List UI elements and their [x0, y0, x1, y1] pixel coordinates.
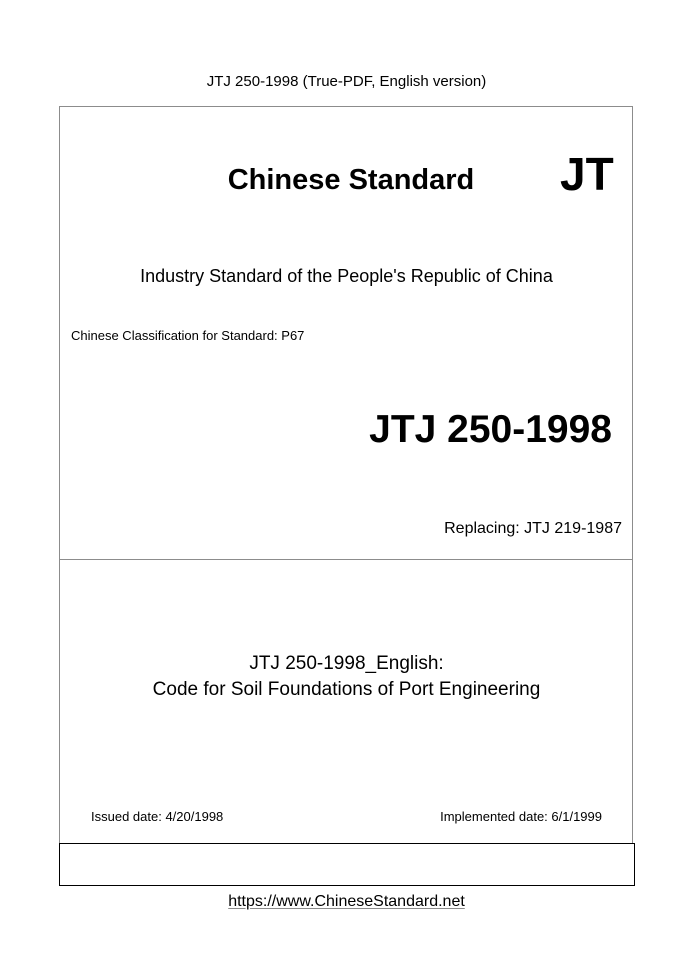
replacing-label: Replacing: JTJ 219-1987 [444, 520, 622, 537]
website-link[interactable]: https://www.ChineseStandard.net [228, 893, 465, 910]
subtitle: Industry Standard of the People's Republic of China [140, 266, 553, 286]
implemented-date: Implemented date: 6/1/1999 [440, 809, 602, 824]
classification-label: Chinese Classification for Standard: P67 [71, 328, 305, 343]
standard-number: JTJ 250-1998 [369, 408, 612, 451]
main-title: Chinese Standard [227, 164, 475, 196]
cover-frame-bottom [59, 843, 635, 886]
standard-mark: JT [560, 148, 614, 200]
footer [0, 892, 693, 912]
document-title-line2: Code for Soil Foundations of Port Engineering [152, 679, 541, 700]
cover-frame-middle [59, 560, 633, 844]
page-header: JTJ 250-1998 (True-PDF, English version) [206, 73, 487, 90]
issued-date: Issued date: 4/20/1998 [91, 809, 224, 824]
document-title-line1: JTJ 250-1998_English: [249, 653, 444, 674]
